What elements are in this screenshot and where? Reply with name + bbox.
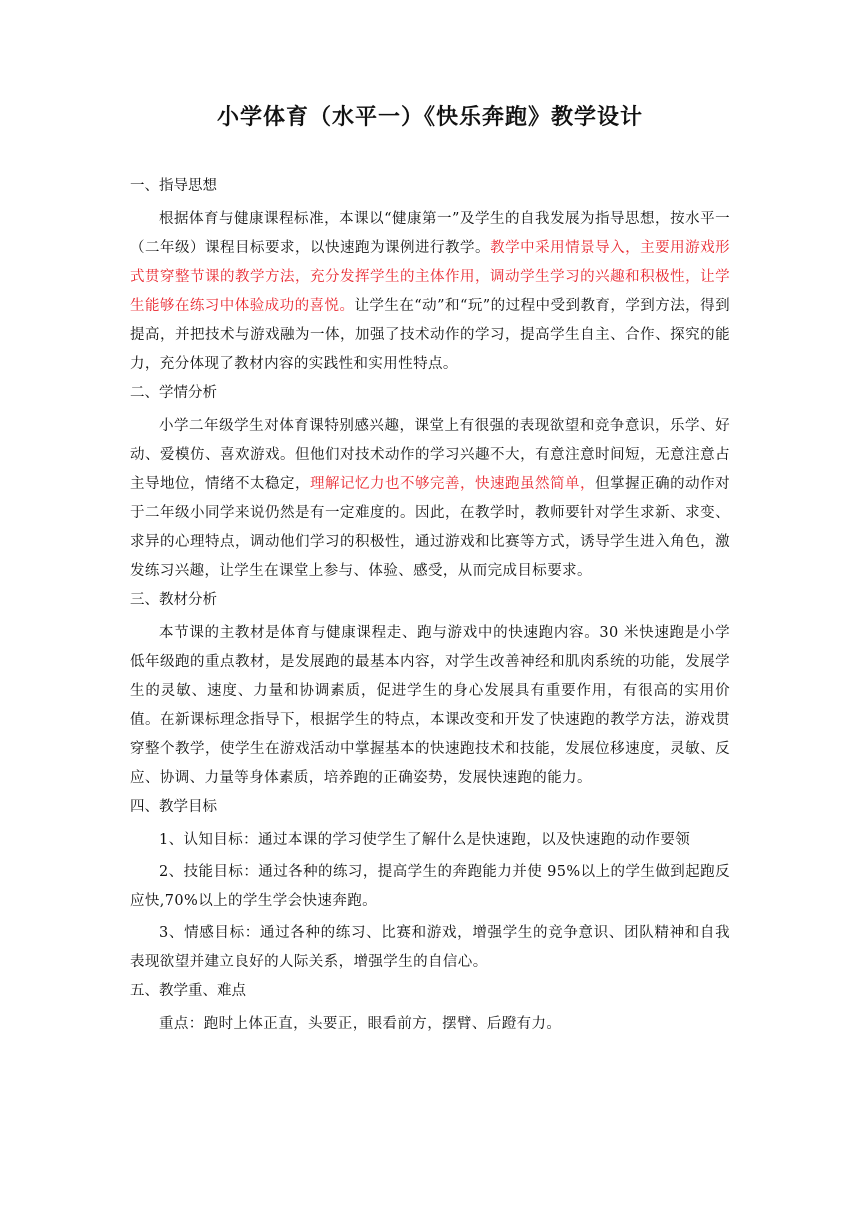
document-page: [130, 100, 730, 1042]
goal-cognitive: [130, 826, 730, 855]
section-heading: 四、教学目标: [130, 799, 217, 815]
section-guiding-ideology: [130, 175, 730, 379]
goal-emotional: [130, 919, 730, 977]
text-run: 本节课的主教材是体育与健康课程走、跑与游戏中的快速跑内容。30 米快速跑是小学低年级跑的重点教材，是发展跑的最基本内容，对学生改善神经和肌肉系统的功能，发展学生的灵敏、速度、力量和协调素质，促进学生的身心发展具有重要作用，有很高的实用价值。在新课标理念指导下，根据学生的特点，本课改变和开发了快速跑的教学方法，游戏贯穿整个教学，使学生在游戏活动中掌握基本的快速跑技术和技能，发展位移速度，灵敏、反应、协调、力量等身体素质，培养跑的正确姿势，发展快速跑的能力。: [130, 625, 730, 786]
text-run: 重点：跑时上体正直，头要正，眼看前方，摆臂、后蹬有力。: [159, 1016, 562, 1032]
text-run: 1、认知目标：通过本课的学习使学生了解什么是快速跑，以及快速跑的动作要领: [159, 832, 691, 848]
text-run: 但掌握正确的动作对于二年级小同学来说仍然是有一定难度的。因此，在教学时，教师要针对学生求新、求变、求异的心理特点，调动他们学习的积极性，通过游戏和比赛等方式，诱导学生进入角色，激发练习兴趣，让学生在课堂上参与、体验、感受，从而完成目标要求。: [130, 476, 730, 579]
document-title: 小学体育（水平一）《快乐奔跑》教学设计: [216, 105, 643, 130]
section-student-analysis: [130, 382, 730, 586]
text-run: 让学生在“动”和“玩”的过程中受到教育，学到方法，得到提高，并把技术与游戏融为一体，加强了技术动作的学习，提高学生自主、合作、探究的能力，充分体现了教材内容的实践性和实用性特点。: [130, 298, 731, 372]
paragraph: [130, 1010, 730, 1039]
text-run: 小学二年级学生对体育课特别感兴趣，课堂上有很强的表现欲望和竞争意识，乐学、好动、爱模仿、喜欢游戏。但他们对技术动作的学习兴趣不大，有意注意时间短，无意注意占主导地位，情绪不太稳定，: [130, 418, 730, 492]
section-material-analysis: [130, 589, 730, 793]
section-heading: 三、教材分析: [130, 592, 217, 608]
text-run: 3、情感目标：通过各种的练习、比赛和游戏，增强学生的竞争意识、团队精神和自我表现欲望并建立良好的人际关系，增强学生的自信心。: [130, 925, 730, 970]
section-heading: 二、学情分析: [130, 385, 217, 401]
highlighted-text-run: 教学中采用情景导入，主要用游戏形式贯穿整节课的教学方法，充分发挥学生的主体作用，调动学生学习的兴趣和积极性，让学生能够在练习中体验成功的喜悦。: [130, 240, 730, 314]
text-run: 2、技能目标：通过各种的练习，提高学生的奔跑能力并使 95%以上的学生做到起跑反应快,70%以上的学生学会快速奔跑。: [130, 864, 730, 909]
paragraph: [130, 619, 730, 793]
section-teaching-goals: [130, 796, 730, 977]
section-heading: 一、指导思想: [130, 178, 217, 194]
goal-skill: [130, 858, 730, 916]
highlighted-text-run: 理解记忆力也不够完善，快速跑虽然简单，: [310, 476, 596, 492]
section-key-points: [130, 980, 730, 1039]
section-heading: 五、教学重、难点: [130, 983, 246, 999]
paragraph: [130, 205, 730, 379]
paragraph: [130, 412, 730, 586]
text-run: 根据体育与健康课程标准，本课以“健康第一”及学生的自我发展为指导思想，按水平一（二年级）课程目标要求，以快速跑为课例进行教学。: [130, 211, 730, 256]
